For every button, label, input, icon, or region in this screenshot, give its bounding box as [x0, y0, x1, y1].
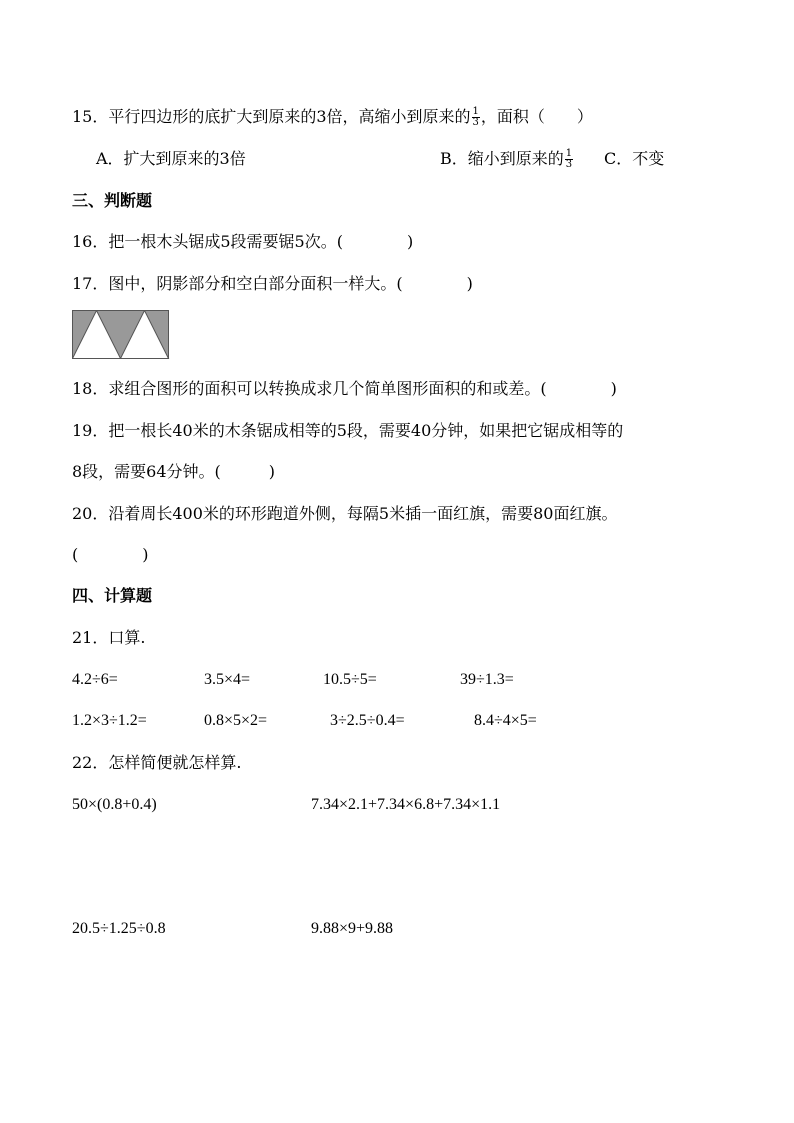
calc-item: 8.4÷4×5=	[474, 712, 537, 729]
expression: 9.88×9+9.88	[311, 920, 394, 937]
question-17: 17．图中，阴影部分和空白部分面积一样大。( )	[72, 274, 473, 293]
question-16: 16．把一根木头锯成5段需要锯5次。( )	[72, 232, 414, 251]
question-22-title: 22．怎样简便就怎样算.	[72, 753, 242, 772]
question-20-line-2: ( )	[72, 545, 149, 564]
question-15	[72, 106, 593, 128]
option-b-fraction: $\frac{1}{3}$	[565, 148, 573, 170]
question-15-option-c: C．不变	[604, 149, 665, 168]
section-3-title: 三、判断题	[72, 191, 153, 210]
question-20-line-1: 20．沿着周长400米的环形跑道外侧，每隔5米插一面红旗，需要80面红旗。	[72, 504, 618, 523]
expression: 20.5÷1.25÷0.8	[72, 920, 166, 937]
section-4-title: 四、计算题	[72, 586, 153, 605]
calc-item: 4.2÷6=	[72, 671, 118, 688]
question-19-line-1: 19．把一根长40米的木条锯成相等的5段，需要40分钟，如果把它锯成相等的	[72, 421, 624, 440]
calc-item: 10.5÷5=	[323, 671, 377, 688]
question-18: 18．求组合图形的面积可以转换成求几个简单图形面积的和或差。( )	[72, 379, 617, 398]
question-15-tail: ，面积（ ）	[480, 107, 593, 126]
calc-item: 3÷2.5÷0.4=	[330, 712, 405, 729]
question-15-option-a: A．扩大到原来的3倍	[96, 149, 246, 168]
shaded-triangles-figure	[72, 310, 170, 360]
calc-item: 39÷1.3=	[460, 671, 514, 688]
expression: 50×(0.8+0.4)	[72, 796, 157, 813]
calc-item: 3.5×4=	[204, 671, 251, 688]
option-b-text: B．缩小到原来的	[440, 149, 564, 168]
question-19-line-2: 8段，需要64分钟。( )	[72, 462, 276, 481]
calc-item: 1.2×3÷1.2=	[72, 712, 147, 729]
calc-item: 0.8×5×2=	[204, 712, 268, 729]
question-21-title: 21．口算.	[72, 628, 146, 647]
fraction-one-third: $\frac{1}{3}$	[472, 106, 479, 128]
question-15-option-b	[440, 148, 574, 170]
expression: 7.34×2.1+7.34×6.8+7.34×1.1	[311, 796, 501, 813]
question-15-text: 15．平行四边形的底扩大到原来的3倍，高缩小到原来的	[72, 107, 471, 126]
